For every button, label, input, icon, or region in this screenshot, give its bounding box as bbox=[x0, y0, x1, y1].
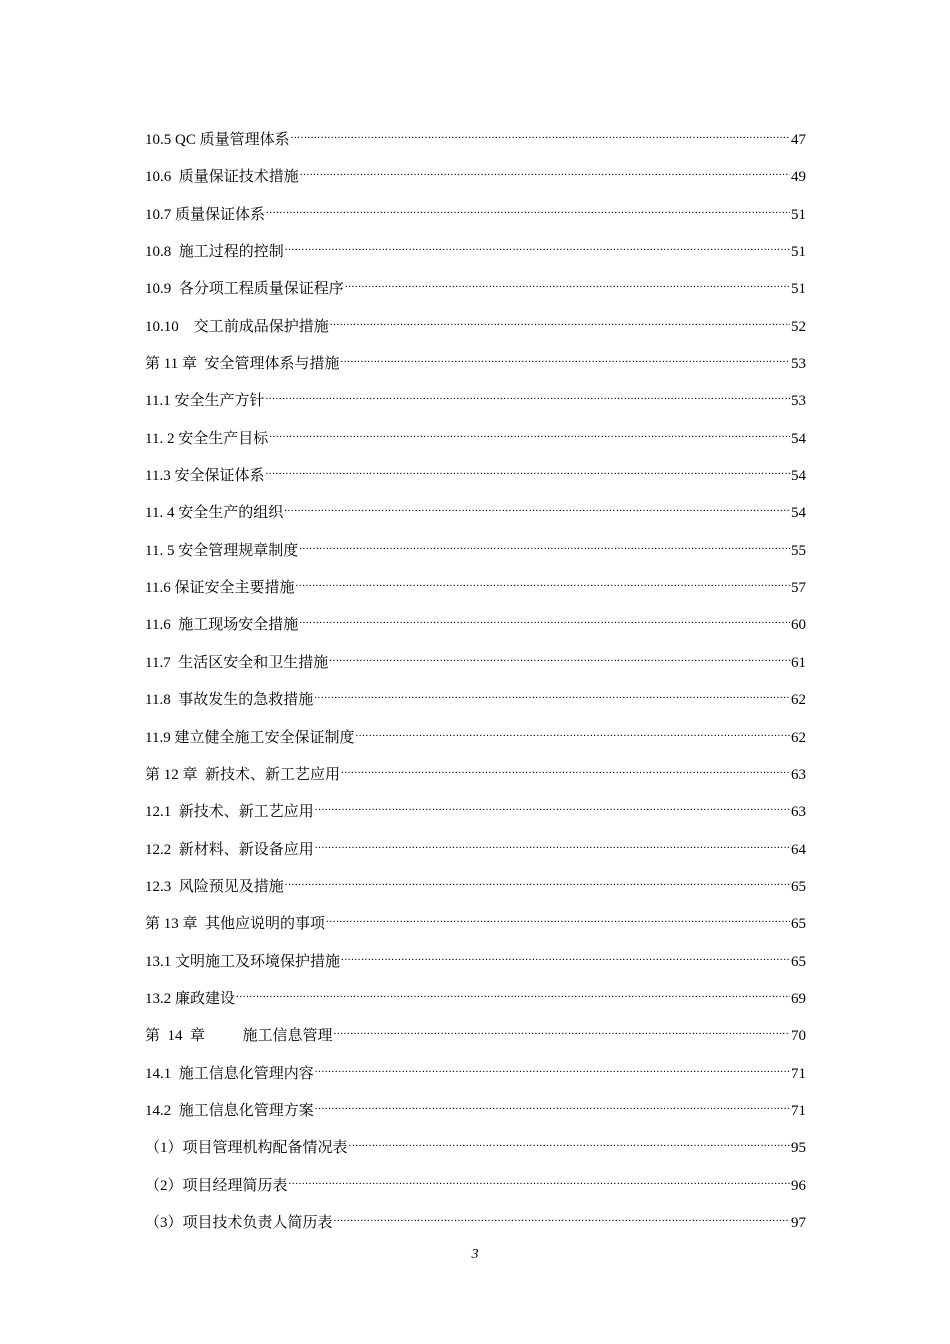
toc-entry-title: （3）项目技术负责人简历表 bbox=[145, 1214, 333, 1231]
toc-entry-page: 53 bbox=[791, 393, 806, 410]
toc-entry-title: 12.1 新技术、新工艺应用 bbox=[145, 804, 314, 821]
toc-entry[interactable] bbox=[145, 535, 806, 572]
toc-entry-title: 10.7 质量保证体系 bbox=[145, 206, 266, 223]
toc-entry[interactable] bbox=[145, 572, 806, 609]
toc-entry[interactable] bbox=[145, 908, 806, 945]
toc-dot-leader bbox=[299, 535, 790, 555]
toc-entry[interactable] bbox=[145, 871, 806, 908]
toc-entry-page: 96 bbox=[791, 1177, 806, 1194]
toc-dot-leader bbox=[315, 1058, 790, 1078]
toc-entry-title: 11.7 生活区安全和卫生措施 bbox=[145, 654, 329, 671]
toc-entry-title: 11.6 保证安全主要措施 bbox=[145, 580, 295, 597]
toc-entry-title: 10.5 QC 质量管理体系 bbox=[145, 132, 290, 148]
toc-entry-title: 第 14 章 施工信息管理 bbox=[145, 1028, 333, 1045]
toc-entry-page: 65 bbox=[791, 878, 806, 895]
toc-entry-title: （1）项目管理机构配备情况表 bbox=[145, 1140, 348, 1157]
toc-entry[interactable] bbox=[145, 946, 806, 983]
toc-entry-page: 51 bbox=[791, 281, 806, 298]
toc-dot-leader bbox=[349, 1132, 790, 1152]
toc-entry-title: 10.9 各分项工程质量保证程序 bbox=[145, 281, 344, 298]
toc-entry-title: 10.8 施工过程的控制 bbox=[145, 244, 284, 261]
toc-entry-page: 63 bbox=[791, 766, 806, 783]
toc-dot-leader bbox=[266, 199, 790, 219]
toc-entry-title: 11.1 安全生产方针 bbox=[145, 393, 265, 410]
toc-entry-page: 65 bbox=[791, 953, 806, 970]
toc-entry-title: 14.1 施工信息化管理内容 bbox=[145, 1065, 314, 1082]
toc-dot-leader bbox=[295, 572, 790, 592]
toc-entry[interactable] bbox=[145, 647, 806, 684]
toc-dot-leader bbox=[265, 385, 790, 405]
toc-entry-page: 54 bbox=[791, 505, 806, 522]
toc-entry-title: 12.3 风险预见及措施 bbox=[145, 878, 284, 895]
toc-dot-leader bbox=[289, 1170, 790, 1190]
table-of-contents bbox=[145, 124, 806, 1244]
toc-entry[interactable] bbox=[145, 423, 806, 460]
toc-entry-title: 第 11 章 安全管理体系与措施 bbox=[145, 356, 340, 373]
toc-entry-title: （2）项目经理简历表 bbox=[145, 1177, 288, 1194]
toc-dot-leader bbox=[299, 609, 790, 629]
toc-dot-leader bbox=[330, 311, 790, 331]
toc-entry-title: 10.10 交工前成品保护措施 bbox=[145, 318, 329, 335]
toc-entry-page: 71 bbox=[791, 1102, 806, 1119]
toc-entry-title: 11.9 建立健全施工安全保证制度 bbox=[145, 729, 355, 746]
toc-entry[interactable] bbox=[145, 199, 806, 236]
toc-entry[interactable] bbox=[145, 1207, 806, 1244]
toc-entry-page: 55 bbox=[791, 542, 806, 559]
toc-entry-title: 12.2 新材料、新设备应用 bbox=[145, 841, 314, 858]
toc-entry[interactable] bbox=[145, 124, 806, 161]
toc-entry-page: 51 bbox=[791, 206, 806, 223]
toc-entry-page: 57 bbox=[791, 580, 806, 597]
toc-entry[interactable] bbox=[145, 460, 806, 497]
toc-entry-title: 11.6 施工现场安全措施 bbox=[145, 617, 299, 634]
toc-entry-page: 97 bbox=[791, 1214, 806, 1231]
toc-entry[interactable] bbox=[145, 348, 806, 385]
toc-entry-title: 11.3 安全保证体系 bbox=[145, 468, 265, 485]
toc-entry-title: 11. 2 安全生产目标 bbox=[145, 430, 269, 447]
toc-entry[interactable] bbox=[145, 796, 806, 833]
toc-entry-title: 第 13 章 其他应说明的事项 bbox=[145, 916, 326, 933]
page-number: 3 bbox=[471, 1247, 479, 1262]
toc-entry[interactable] bbox=[145, 311, 806, 348]
toc-entry-page: 51 bbox=[791, 244, 806, 261]
toc-entry-page: 63 bbox=[791, 804, 806, 821]
toc-entry-page: 65 bbox=[791, 916, 806, 933]
toc-dot-leader bbox=[314, 684, 790, 704]
toc-dot-leader bbox=[315, 796, 790, 816]
toc-entry-title: 第 12 章 新技术、新工艺应用 bbox=[145, 766, 341, 783]
toc-entry-title: 11. 5 安全管理规章制度 bbox=[145, 542, 299, 559]
toc-entry[interactable] bbox=[145, 385, 806, 422]
toc-entry[interactable] bbox=[145, 1020, 806, 1057]
toc-entry[interactable] bbox=[145, 497, 806, 534]
toc-entry-page: 52 bbox=[791, 318, 806, 335]
toc-entry-page: 70 bbox=[791, 1028, 806, 1045]
toc-entry-page: 54 bbox=[791, 468, 806, 485]
toc-entry-page: 95 bbox=[791, 1140, 806, 1157]
toc-dot-leader bbox=[285, 871, 790, 891]
toc-entry-page: 61 bbox=[791, 654, 806, 671]
toc-dot-leader bbox=[341, 946, 790, 966]
toc-entry[interactable] bbox=[145, 1132, 806, 1169]
toc-dot-leader bbox=[341, 759, 790, 779]
toc-entry[interactable] bbox=[145, 273, 806, 310]
toc-entry-page: 64 bbox=[791, 841, 806, 858]
toc-entry-title: 13.2 廉政建设 bbox=[145, 990, 236, 1007]
toc-entry-page: 62 bbox=[791, 692, 806, 709]
toc-dot-leader bbox=[265, 460, 790, 480]
toc-entry-title: 14.2 施工信息化管理方案 bbox=[145, 1102, 314, 1119]
toc-entry-page: 69 bbox=[791, 990, 806, 1007]
toc-entry[interactable] bbox=[145, 684, 806, 721]
toc-dot-leader bbox=[334, 1020, 790, 1040]
toc-entry-title: 11.8 事故发生的急救措施 bbox=[145, 692, 314, 709]
toc-dot-leader bbox=[329, 647, 790, 667]
toc-entry[interactable] bbox=[145, 609, 806, 646]
toc-entry-page: 62 bbox=[791, 729, 806, 746]
toc-entry[interactable] bbox=[145, 236, 806, 273]
toc-entry-page: 71 bbox=[791, 1065, 806, 1082]
toc-entry[interactable] bbox=[145, 1058, 806, 1095]
toc-entry-page: 60 bbox=[791, 617, 806, 634]
toc-entry[interactable] bbox=[145, 722, 806, 759]
toc-entry-page: 53 bbox=[791, 356, 806, 373]
toc-dot-leader bbox=[284, 497, 790, 517]
toc-entry-title: 13.1 文明施工及环境保护措施 bbox=[145, 953, 341, 970]
toc-dot-leader bbox=[326, 908, 790, 928]
toc-entry[interactable] bbox=[145, 759, 806, 796]
toc-dot-leader bbox=[345, 273, 790, 293]
toc-dot-leader bbox=[291, 124, 790, 144]
toc-dot-leader bbox=[315, 1095, 790, 1115]
toc-entry[interactable] bbox=[145, 983, 806, 1020]
toc-entry-page: 47 bbox=[791, 132, 806, 148]
toc-entry-title: 11. 4 安全生产的组织 bbox=[145, 505, 284, 522]
toc-dot-leader bbox=[334, 1207, 790, 1227]
toc-dot-leader bbox=[340, 348, 790, 368]
toc-entry-title: 10.6 质量保证技术措施 bbox=[145, 169, 299, 186]
toc-entry[interactable] bbox=[145, 834, 806, 871]
toc-dot-leader bbox=[285, 236, 790, 256]
toc-dot-leader bbox=[236, 983, 790, 1003]
toc-entry[interactable] bbox=[145, 1170, 806, 1207]
toc-entry-page: 49 bbox=[791, 169, 806, 186]
toc-entry-page: 54 bbox=[791, 430, 806, 447]
toc-dot-leader bbox=[300, 161, 790, 181]
toc-dot-leader bbox=[355, 722, 790, 742]
toc-entry[interactable] bbox=[145, 1095, 806, 1132]
toc-entry[interactable] bbox=[145, 161, 806, 198]
toc-dot-leader bbox=[269, 423, 790, 443]
toc-dot-leader bbox=[315, 834, 790, 854]
